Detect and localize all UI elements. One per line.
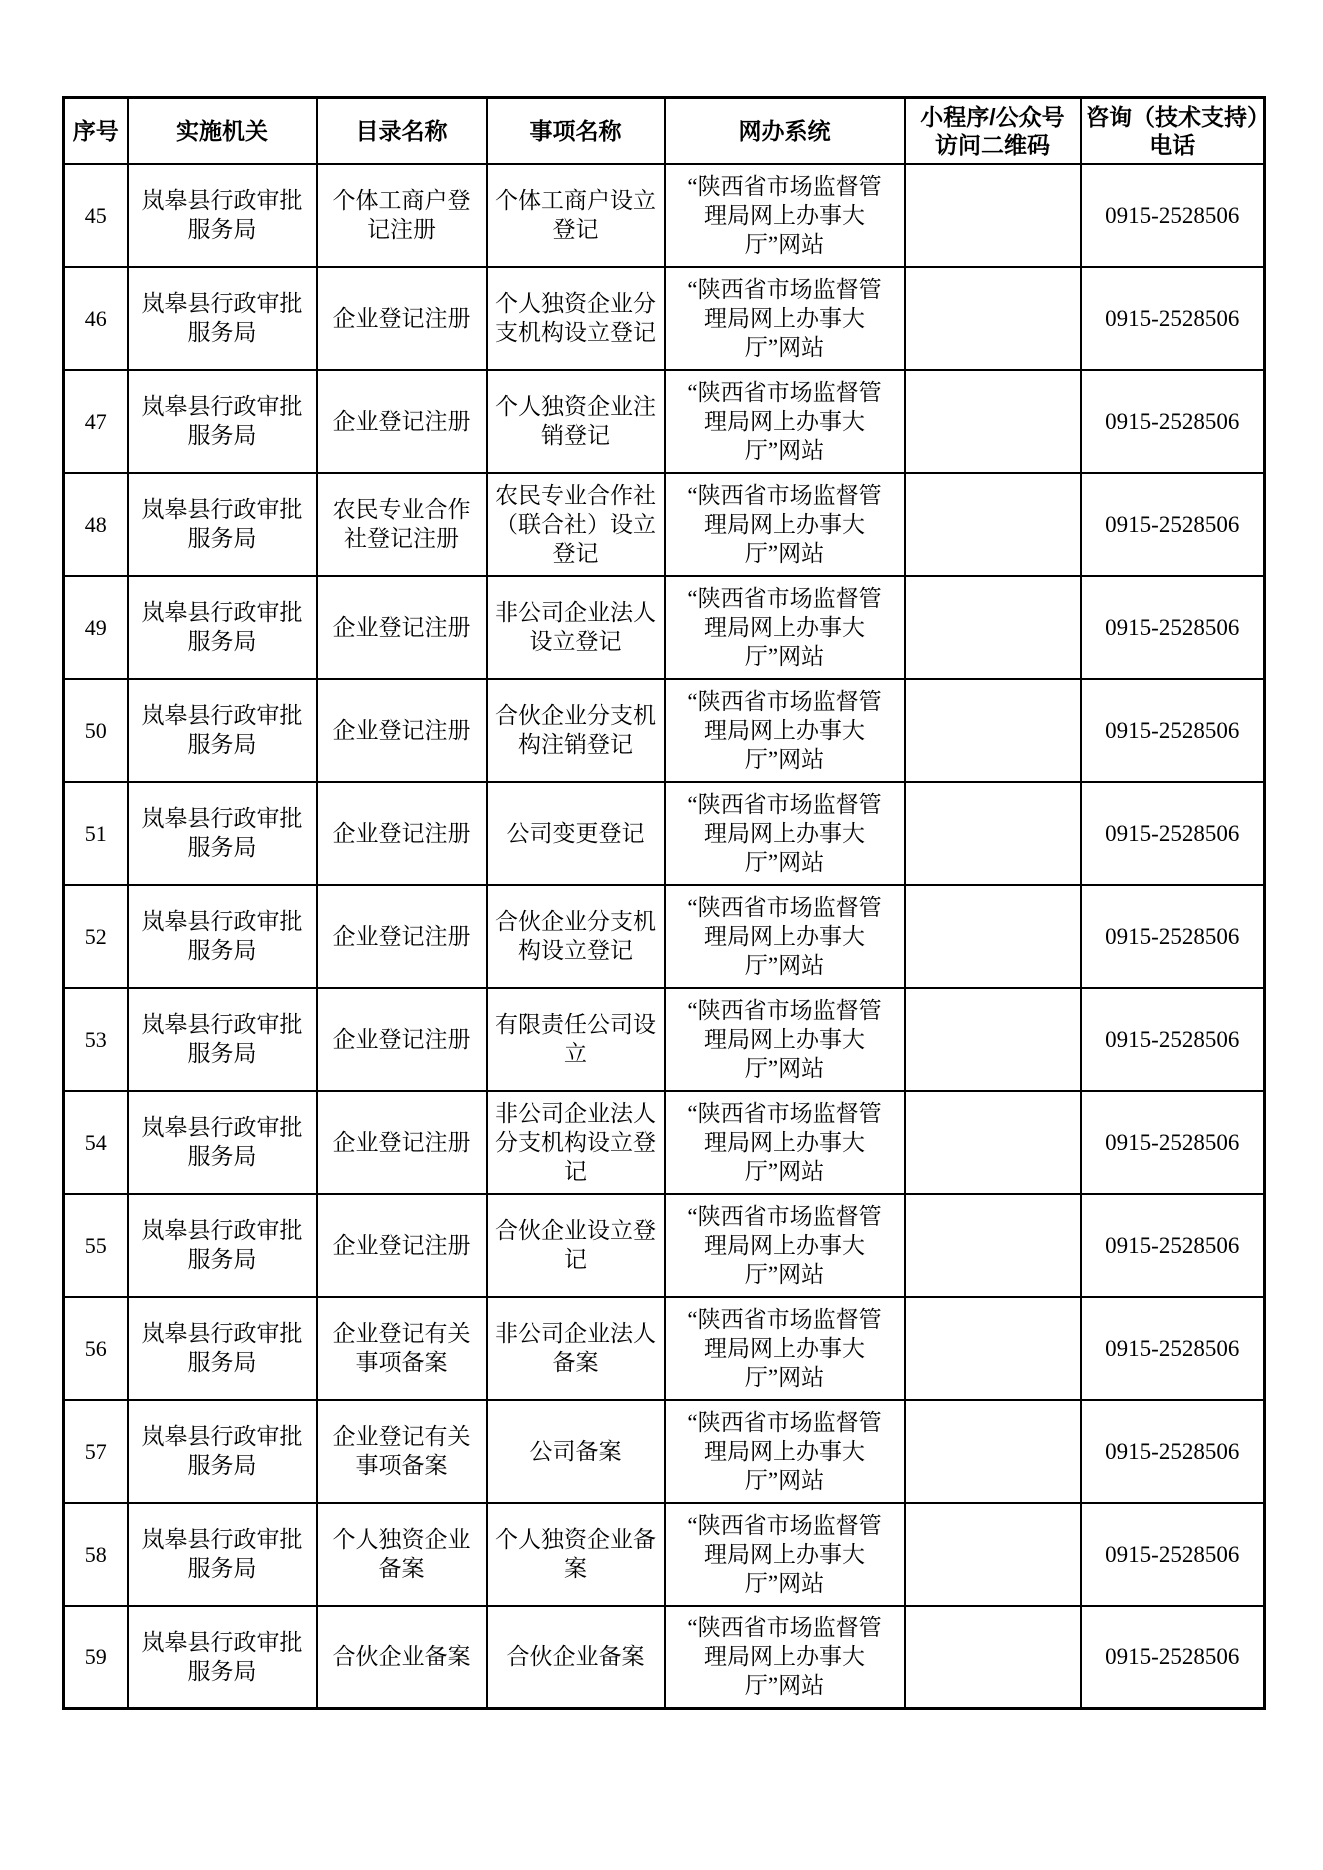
cell-agency: 岚皋县行政审批服务局 bbox=[128, 1297, 317, 1400]
cell-serial-number: 46 bbox=[64, 267, 128, 370]
cell-phone: 0915-2528506 bbox=[1081, 1297, 1265, 1400]
cell-catalog-name: 企业登记注册 bbox=[317, 782, 487, 885]
cell-agency: 岚皋县行政审批服务局 bbox=[128, 164, 317, 267]
cell-item-name: 非公司企业法人备案 bbox=[487, 1297, 665, 1400]
table-row bbox=[64, 885, 1265, 988]
cell-phone: 0915-2528506 bbox=[1081, 1606, 1265, 1709]
cell-online-system: “陕西省市场监督管理局网上办事大厅”网站 bbox=[665, 1297, 905, 1400]
header-serial-number: 序号 bbox=[64, 98, 128, 164]
cell-item-name: 合伙企业备案 bbox=[487, 1606, 665, 1709]
cell-serial-number: 54 bbox=[64, 1091, 128, 1194]
cell-serial-number: 47 bbox=[64, 370, 128, 473]
cell-qr-code bbox=[905, 576, 1081, 679]
cell-phone: 0915-2528506 bbox=[1081, 370, 1265, 473]
cell-catalog-name: 合伙企业备案 bbox=[317, 1606, 487, 1709]
table-row bbox=[64, 1606, 1265, 1709]
cell-phone: 0915-2528506 bbox=[1081, 885, 1265, 988]
cell-item-name: 合伙企业设立登记 bbox=[487, 1194, 665, 1297]
cell-qr-code bbox=[905, 885, 1081, 988]
cell-phone: 0915-2528506 bbox=[1081, 988, 1265, 1091]
header-qr-code: 小程序/公众号访问二维码 bbox=[905, 98, 1081, 164]
cell-phone: 0915-2528506 bbox=[1081, 164, 1265, 267]
cell-phone: 0915-2528506 bbox=[1081, 473, 1265, 576]
cell-qr-code bbox=[905, 1503, 1081, 1606]
cell-qr-code bbox=[905, 988, 1081, 1091]
cell-online-system: “陕西省市场监督管理局网上办事大厅”网站 bbox=[665, 576, 905, 679]
cell-item-name: 个人独资企业分支机构设立登记 bbox=[487, 267, 665, 370]
cell-qr-code bbox=[905, 1297, 1081, 1400]
table-row bbox=[64, 267, 1265, 370]
table-row bbox=[64, 1297, 1265, 1400]
cell-qr-code bbox=[905, 267, 1081, 370]
cell-catalog-name: 企业登记有关事项备案 bbox=[317, 1297, 487, 1400]
cell-agency: 岚皋县行政审批服务局 bbox=[128, 1400, 317, 1503]
cell-catalog-name: 企业登记注册 bbox=[317, 370, 487, 473]
cell-qr-code bbox=[905, 1400, 1081, 1503]
cell-agency: 岚皋县行政审批服务局 bbox=[128, 576, 317, 679]
cell-item-name: 个人独资企业备案 bbox=[487, 1503, 665, 1606]
header-item-name: 事项名称 bbox=[487, 98, 665, 164]
table-row bbox=[64, 1091, 1265, 1194]
cell-online-system: “陕西省市场监督管理局网上办事大厅”网站 bbox=[665, 1503, 905, 1606]
cell-catalog-name: 个人独资企业备案 bbox=[317, 1503, 487, 1606]
cell-online-system: “陕西省市场监督管理局网上办事大厅”网站 bbox=[665, 473, 905, 576]
cell-agency: 岚皋县行政审批服务局 bbox=[128, 988, 317, 1091]
cell-qr-code bbox=[905, 679, 1081, 782]
cell-serial-number: 50 bbox=[64, 679, 128, 782]
cell-qr-code bbox=[905, 1194, 1081, 1297]
service-items-table bbox=[62, 96, 1266, 1710]
cell-serial-number: 57 bbox=[64, 1400, 128, 1503]
cell-qr-code bbox=[905, 782, 1081, 885]
cell-online-system: “陕西省市场监督管理局网上办事大厅”网站 bbox=[665, 782, 905, 885]
table-row bbox=[64, 679, 1265, 782]
cell-agency: 岚皋县行政审批服务局 bbox=[128, 782, 317, 885]
table-row bbox=[64, 164, 1265, 267]
cell-online-system: “陕西省市场监督管理局网上办事大厅”网站 bbox=[665, 988, 905, 1091]
cell-agency: 岚皋县行政审批服务局 bbox=[128, 679, 317, 782]
header-online-system: 网办系统 bbox=[665, 98, 905, 164]
cell-serial-number: 56 bbox=[64, 1297, 128, 1400]
cell-serial-number: 49 bbox=[64, 576, 128, 679]
cell-online-system: “陕西省市场监督管理局网上办事大厅”网站 bbox=[665, 1400, 905, 1503]
cell-online-system: “陕西省市场监督管理局网上办事大厅”网站 bbox=[665, 164, 905, 267]
table-row bbox=[64, 1503, 1265, 1606]
cell-item-name: 有限责任公司设立 bbox=[487, 988, 665, 1091]
cell-qr-code bbox=[905, 370, 1081, 473]
cell-item-name: 非公司企业法人设立登记 bbox=[487, 576, 665, 679]
table-header-row bbox=[64, 98, 1265, 164]
cell-catalog-name: 企业登记注册 bbox=[317, 576, 487, 679]
header-catalog-name: 目录名称 bbox=[317, 98, 487, 164]
cell-agency: 岚皋县行政审批服务局 bbox=[128, 473, 317, 576]
cell-serial-number: 45 bbox=[64, 164, 128, 267]
cell-agency: 岚皋县行政审批服务局 bbox=[128, 1503, 317, 1606]
cell-item-name: 公司变更登记 bbox=[487, 782, 665, 885]
cell-item-name: 个人独资企业注销登记 bbox=[487, 370, 665, 473]
cell-catalog-name: 企业登记注册 bbox=[317, 1194, 487, 1297]
cell-agency: 岚皋县行政审批服务局 bbox=[128, 1606, 317, 1709]
cell-serial-number: 51 bbox=[64, 782, 128, 885]
cell-serial-number: 58 bbox=[64, 1503, 128, 1606]
cell-online-system: “陕西省市场监督管理局网上办事大厅”网站 bbox=[665, 679, 905, 782]
cell-catalog-name: 个体工商户登记注册 bbox=[317, 164, 487, 267]
cell-catalog-name: 企业登记注册 bbox=[317, 267, 487, 370]
table-row bbox=[64, 473, 1265, 576]
cell-catalog-name: 企业登记注册 bbox=[317, 679, 487, 782]
cell-online-system: “陕西省市场监督管理局网上办事大厅”网站 bbox=[665, 885, 905, 988]
cell-phone: 0915-2528506 bbox=[1081, 1400, 1265, 1503]
table-row bbox=[64, 370, 1265, 473]
cell-item-name: 合伙企业分支机构设立登记 bbox=[487, 885, 665, 988]
cell-agency: 岚皋县行政审批服务局 bbox=[128, 1091, 317, 1194]
cell-agency: 岚皋县行政审批服务局 bbox=[128, 885, 317, 988]
cell-qr-code bbox=[905, 1606, 1081, 1709]
cell-agency: 岚皋县行政审批服务局 bbox=[128, 370, 317, 473]
cell-phone: 0915-2528506 bbox=[1081, 1091, 1265, 1194]
cell-item-name: 个体工商户设立登记 bbox=[487, 164, 665, 267]
cell-phone: 0915-2528506 bbox=[1081, 1194, 1265, 1297]
cell-online-system: “陕西省市场监督管理局网上办事大厅”网站 bbox=[665, 1194, 905, 1297]
table-row bbox=[64, 782, 1265, 885]
header-agency: 实施机关 bbox=[128, 98, 317, 164]
cell-agency: 岚皋县行政审批服务局 bbox=[128, 1194, 317, 1297]
cell-item-name: 农民专业合作社（联合社）设立登记 bbox=[487, 473, 665, 576]
header-phone: 咨询（技术支持）电话 bbox=[1081, 98, 1265, 164]
cell-catalog-name: 企业登记注册 bbox=[317, 885, 487, 988]
cell-qr-code bbox=[905, 1091, 1081, 1194]
cell-agency: 岚皋县行政审批服务局 bbox=[128, 267, 317, 370]
cell-item-name: 公司备案 bbox=[487, 1400, 665, 1503]
cell-serial-number: 48 bbox=[64, 473, 128, 576]
cell-online-system: “陕西省市场监督管理局网上办事大厅”网站 bbox=[665, 1091, 905, 1194]
cell-catalog-name: 企业登记注册 bbox=[317, 988, 487, 1091]
cell-qr-code bbox=[905, 473, 1081, 576]
cell-serial-number: 53 bbox=[64, 988, 128, 1091]
cell-phone: 0915-2528506 bbox=[1081, 576, 1265, 679]
cell-serial-number: 52 bbox=[64, 885, 128, 988]
table-row bbox=[64, 1194, 1265, 1297]
cell-phone: 0915-2528506 bbox=[1081, 679, 1265, 782]
table-row bbox=[64, 988, 1265, 1091]
cell-online-system: “陕西省市场监督管理局网上办事大厅”网站 bbox=[665, 267, 905, 370]
cell-online-system: “陕西省市场监督管理局网上办事大厅”网站 bbox=[665, 1606, 905, 1709]
cell-serial-number: 59 bbox=[64, 1606, 128, 1709]
cell-qr-code bbox=[905, 164, 1081, 267]
table-row bbox=[64, 1400, 1265, 1503]
cell-phone: 0915-2528506 bbox=[1081, 782, 1265, 885]
cell-online-system: “陕西省市场监督管理局网上办事大厅”网站 bbox=[665, 370, 905, 473]
cell-phone: 0915-2528506 bbox=[1081, 267, 1265, 370]
cell-catalog-name: 企业登记有关事项备案 bbox=[317, 1400, 487, 1503]
cell-item-name: 非公司企业法人分支机构设立登记 bbox=[487, 1091, 665, 1194]
cell-catalog-name: 企业登记注册 bbox=[317, 1091, 487, 1194]
cell-item-name: 合伙企业分支机构注销登记 bbox=[487, 679, 665, 782]
table-row bbox=[64, 576, 1265, 679]
cell-phone: 0915-2528506 bbox=[1081, 1503, 1265, 1606]
cell-catalog-name: 农民专业合作社登记注册 bbox=[317, 473, 487, 576]
cell-serial-number: 55 bbox=[64, 1194, 128, 1297]
